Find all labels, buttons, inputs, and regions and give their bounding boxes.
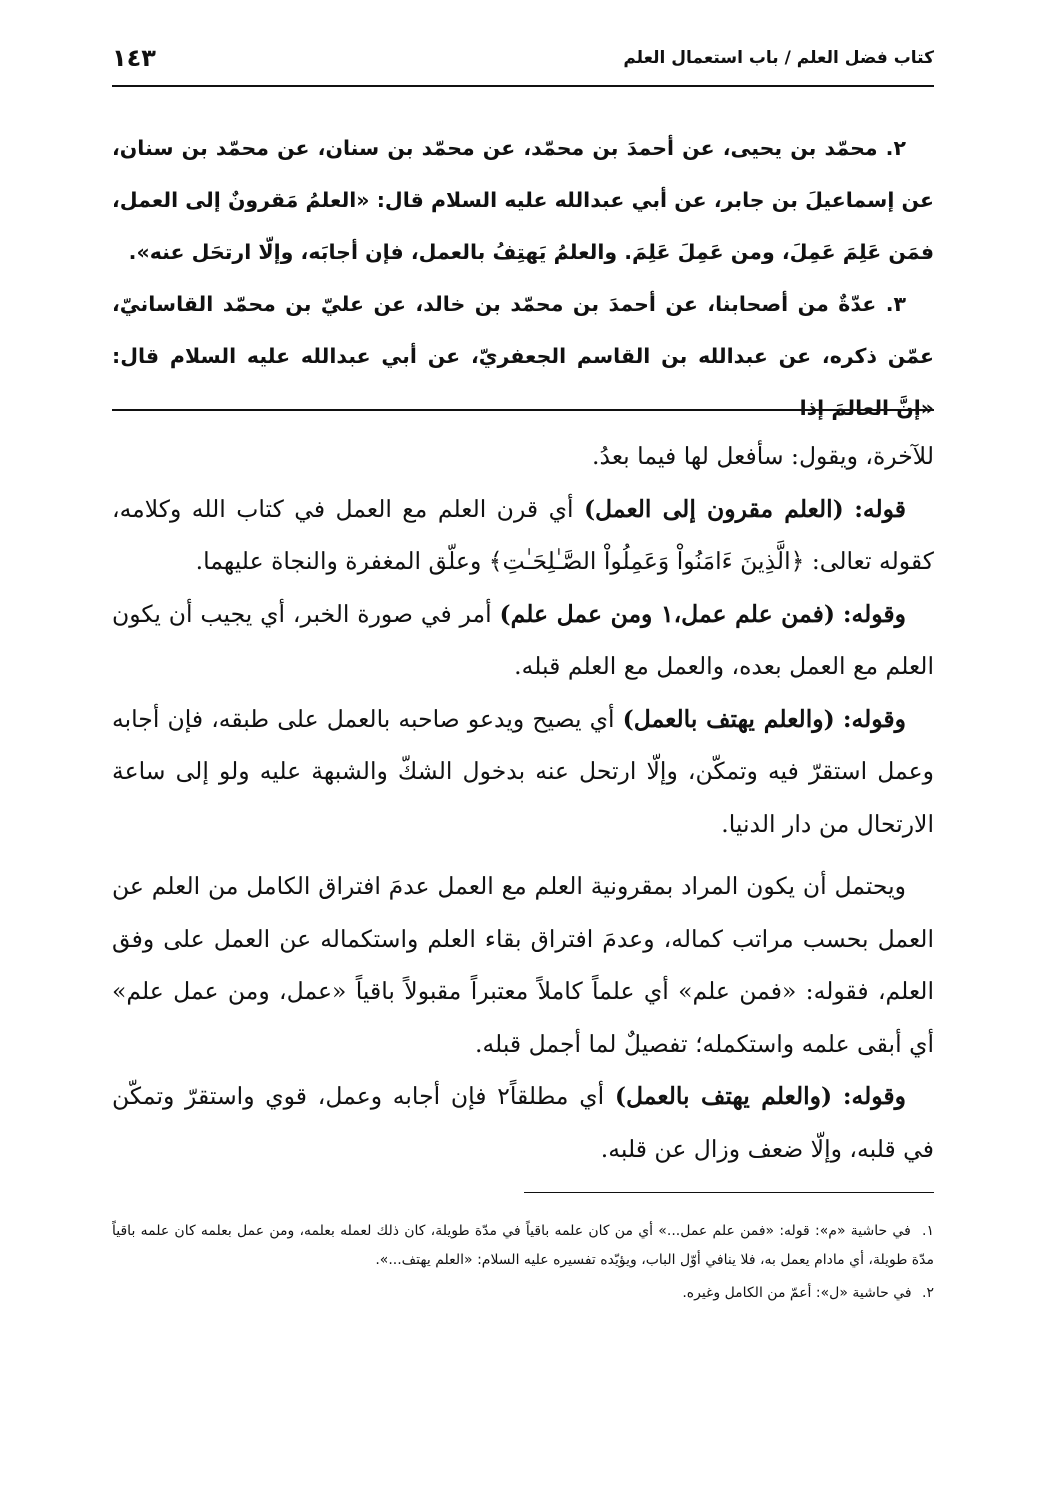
section-divider	[112, 409, 934, 411]
quoted-phrase: (فمن علم عمل،١ ومن عمل علم)	[499, 599, 835, 628]
paragraph-gap	[112, 850, 934, 860]
commentary-body: أي مطلقاً٢ فإن أجابه وعمل، قوي واستقرّ وتمكّن في قلبه، وإلّا ضعف وزال عن قلبه.	[112, 1082, 934, 1163]
quote-head: وقوله:	[842, 599, 906, 628]
footnotes	[112, 1217, 934, 1312]
footnote-1	[112, 1217, 934, 1275]
footnote-number: ١.	[922, 1223, 935, 1239]
commentary-body: أي قرن العلم مع العمل في كتاب الله وكلامه، كقوله تعالى: ﴿الَّذِينَ ءَامَنُواْ وَعَمِلُواْ الصَّـٰلِحَـٰتِ﴾ وعلّق المغفرة والنجاة عليهما.	[112, 494, 934, 575]
commentary-text	[112, 430, 934, 1175]
page-number: ١٤٣	[112, 44, 156, 72]
quote-head: قوله:	[854, 494, 907, 523]
quoted-phrase: (والعلم يهتف بالعمل)	[614, 1082, 833, 1110]
commentary-paragraph	[112, 483, 934, 588]
commentary-paragraph: ويحتمل أن يكون المراد بمقرونية العلم مع العمل عدمَ افتراق الكامل من العلم عن العمل بحسب مراتب كماله، وعدمَ افتراق بقاء العلم واستكماله عن العمل على وفق العلم، فقوله: «فمن علم» أي علماً كاملاً معتبراً مقبولاً باقياً «عمل، ومن عمل علم» أي أبقى علمه واستكمله؛ تفصيلٌ لما أجمل قبله.	[112, 872, 934, 1058]
commentary-paragraph	[112, 693, 934, 851]
hadith-text	[112, 122, 934, 434]
footnote-2	[112, 1279, 934, 1308]
footnote-text: في حاشية «م»: قوله: «فمن علم عمل...» أي من كان علمه باقياً في مدّة طويلة، كان ذلك لعمله بعلمه، ومن عمل بعلمه كان علمه باقياً مدّة طويلة، أي مادام يعمل به، فلا ينافي أوّل الباب، ويؤيّده تفسيره عليه السلام: «العلم يهتف...».	[112, 1223, 934, 1268]
quoted-phrase: (العلم مقرون إلى العمل)	[583, 494, 844, 523]
quote-head: وقوله:	[842, 1082, 906, 1110]
footnote-number: ٢.	[922, 1285, 934, 1301]
commentary-paragraph	[112, 1070, 934, 1175]
page-header	[112, 42, 934, 86]
footnote-rule	[524, 1192, 934, 1193]
header-rule	[112, 85, 934, 87]
commentary-body: أي يصيح ويدعو صاحبه بالعمل على طبقه، فإن أجابه وعمل استقرّ فيه وتمكّن، وإلّا ارتحل عنه بدخول الشكّ والشبهة عليه ولو إلى ساعة الارتحال من دار الدنيا.	[112, 704, 934, 838]
commentary-paragraph	[112, 588, 934, 693]
hadith-2: ٢. محمّد بن يحيى، عن أحمدَ بن محمّد، عن محمّد بن سنان، عن محمّد بن سنان، عن إسماعيلَ بن جابر، عن أبي عبدالله عليه السلام قال: «العلمُ مَقرونٌ إلى العمل، فمَن عَلِمَ عَمِلَ، ومن عَمِلَ عَلِمَ. والعلمُ يَهتِفُ بالعمل، فإن أجابَه، وإلّا ارتحَل عنه».	[112, 136, 934, 264]
commentary-paragraph: للآخرة، ويقول: سأفعل لها فيما بعدُ.	[592, 442, 934, 470]
footnote-text: في حاشية «ل»: أعمّ من الكامل وغيره.	[682, 1285, 912, 1301]
quoted-phrase: (والعلم يهتف بالعمل)	[622, 704, 835, 733]
running-title: كتاب فضل العلم / باب استعمال العلم	[623, 48, 934, 68]
quote-head: وقوله:	[842, 704, 906, 733]
commentary-body: أمر في صورة الخبر، أي يجيب أن يكون العلم مع العمل بعده، والعمل مع العلم قبله.	[112, 599, 934, 680]
hadith-3: ٣. عدّةٌ من أصحابنا، عن أحمدَ بن محمّد بن خالد، عن عليّ بن محمّد القاسانيّ، عمّن ذكره، عن عبدالله بن القاسم الجعفريّ، عن أبي عبدالله عليه السلام قال: «إنَّ العالمَ إذا	[112, 292, 934, 420]
